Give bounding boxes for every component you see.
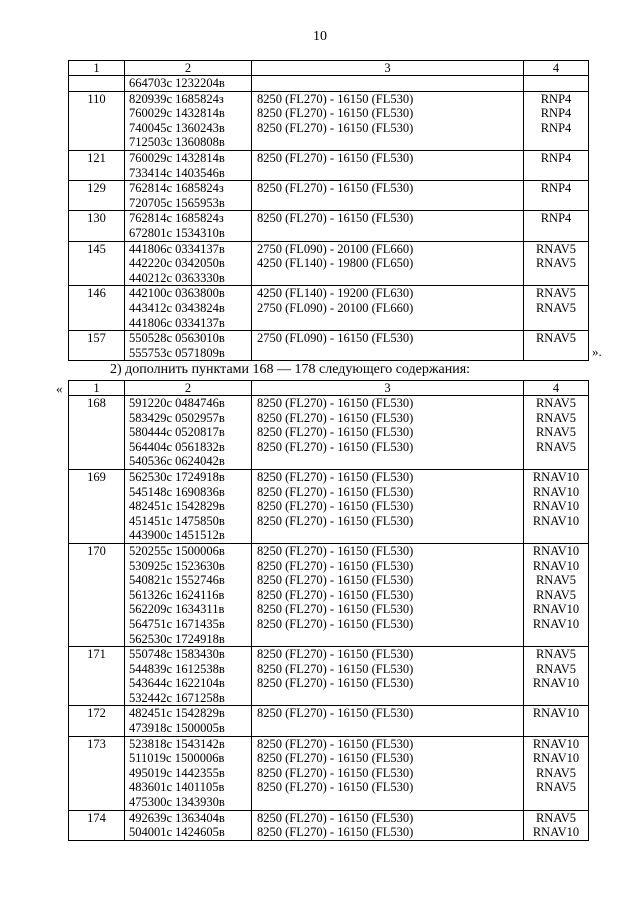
altitude-line: 8250 (FL270) - 16150 (FL530) [257,91,414,106]
coordinate-line: 544839с 1612538в [129,661,225,676]
coordinate-line: 451451с 1475850в [129,513,225,528]
coordinate-line: 441806с 0334137в [129,241,225,256]
navigation-spec [524,150,589,180]
waypoint-coordinates [125,286,252,331]
nav-spec-line: RNP4 [540,181,572,196]
coordinate-line: 495019с 1442355в [129,765,225,780]
navigation-spec [524,331,589,361]
navigation-spec [524,647,589,706]
altitude-limits [252,647,524,706]
nav-spec-line: RNAV5 [535,661,577,676]
nav-spec-line: RNAV10 [532,676,580,691]
coordinate-line: 475300с 1343930в [129,795,225,810]
routes-table-1 [68,60,589,361]
waypoint-coordinates [125,91,252,150]
item-number: 129 [69,181,125,211]
nav-spec-line: RNAV5 [535,765,577,780]
nav-spec-line: RNAV5 [535,241,577,256]
coordinate-line: 561326с 1624116в [129,587,225,602]
altitude-line: 8250 (FL270) - 16150 (FL530) [257,616,414,631]
table-header-row [69,61,589,76]
navigation-spec [524,396,589,470]
nav-spec-line: RNAV10 [532,558,580,573]
item-number [69,76,125,92]
coordinate-line: 482451с 1542829в [129,499,225,514]
column-header: 4 [524,61,589,76]
altitude-limits [252,469,524,543]
column-header: 4 [524,381,589,396]
table-row [69,736,589,810]
waypoint-coordinates [125,736,252,810]
nav-spec-line: RNAV10 [532,616,580,631]
item-number: 130 [69,211,125,241]
nav-spec-line: RNAV10 [532,484,580,499]
navigation-spec [524,76,589,92]
coordinate-line: 442220с 0342050в [129,256,225,271]
altitude-line: 8250 (FL270) - 16150 (FL530) [257,410,414,425]
altitude-limits [252,706,524,736]
navigation-spec [524,286,589,331]
altitude-limits [252,76,524,92]
waypoint-coordinates [125,150,252,180]
nav-spec-line: RNAV10 [532,706,580,721]
table-row [69,76,589,92]
coordinate-line: 555753с 0571809в [129,345,225,360]
coordinate-line: 712503с 1360808в [129,135,225,150]
altitude-line: 8250 (FL270) - 16150 (FL530) [257,150,414,165]
table-row [69,211,589,241]
navigation-spec [524,543,589,646]
altitude-line: 8250 (FL270) - 16150 (FL530) [257,425,414,440]
altitude-limits [252,211,524,241]
waypoint-coordinates [125,469,252,543]
item-number: 174 [69,810,125,840]
opening-quote: « [56,381,63,396]
navigation-spec [524,706,589,736]
altitude-limits [252,150,524,180]
altitude-line: 8250 (FL270) - 16150 (FL530) [257,543,414,558]
table-row [69,241,589,286]
nav-spec-line: RNAV5 [535,425,577,440]
altitude-limits [252,91,524,150]
column-header: 2 [125,381,252,396]
table-row [69,647,589,706]
column-header: 1 [69,61,125,76]
nav-spec-line: RNAV10 [532,751,580,766]
navigation-spec [524,810,589,840]
item-number: 172 [69,706,125,736]
coordinate-line: 473918с 1500005в [129,721,225,736]
coordinate-line: 591220с 0484746в [129,396,225,410]
coordinate-line: 564751с 1671435в [129,616,225,631]
nav-spec-line: RNAV10 [532,825,580,840]
nav-spec-line: RNAV5 [535,396,577,410]
nav-spec-line: RNAV10 [532,469,580,484]
column-header: 1 [69,381,125,396]
coordinate-line: 492639с 1363404в [129,810,225,825]
waypoint-coordinates [125,396,252,470]
page-number: 10 [313,29,327,44]
coordinate-line: 720705с 1565953в [129,195,225,210]
nav-spec-line: RNAV10 [532,736,580,751]
altitude-line: 2750 (FL090) - 20100 (FL660) [257,300,414,315]
nav-spec-line: RNAV10 [532,602,580,617]
waypoint-coordinates [125,76,252,92]
altitude-line: 8250 (FL270) - 16150 (FL530) [257,736,414,751]
altitude-limits [252,286,524,331]
coordinate-line: 562530с 1724918в [129,469,225,484]
altitude-line: 8250 (FL270) - 16150 (FL530) [257,469,414,484]
coordinate-line: 664703с 1232204в [129,76,225,90]
coordinate-line: 583429с 0502957в [129,410,225,425]
altitude-line: 8250 (FL270) - 16150 (FL530) [257,602,414,617]
coordinate-line: 543644с 1622104в [129,676,225,691]
closing-quote: ». [592,344,602,359]
coordinate-line: 443900с 1451512в [129,528,225,543]
coordinate-line: 733414с 1403546в [129,165,225,180]
table-row [69,286,589,331]
altitude-line: 8250 (FL270) - 16150 (FL530) [257,211,414,226]
coordinate-line: 550748с 1583430в [129,647,225,662]
column-header: 3 [252,61,524,76]
navigation-spec [524,211,589,241]
altitude-line: 2750 (FL090) - 16150 (FL530) [257,331,414,346]
nav-spec-line: RNAV5 [535,810,577,825]
navigation-spec [524,241,589,286]
altitude-limits [252,543,524,646]
altitude-line: 8250 (FL270) - 16150 (FL530) [257,558,414,573]
table-row [69,331,589,361]
altitude-line: 8250 (FL270) - 16150 (FL530) [257,484,414,499]
coordinate-line: 511019с 1500006в [129,751,225,766]
waypoint-coordinates [125,211,252,241]
nav-spec-line: RNP4 [540,120,572,135]
item-number: 121 [69,150,125,180]
navigation-spec [524,91,589,150]
altitude-line: 8250 (FL270) - 16150 (FL530) [257,513,414,528]
altitude-limits [252,396,524,470]
table-header-row [69,381,589,396]
nav-spec-line: RNAV5 [535,573,577,588]
coordinate-line: 760029с 1432814в [129,150,225,165]
altitude-line: 2750 (FL090) - 20100 (FL660) [257,241,414,256]
waypoint-coordinates [125,181,252,211]
coordinate-line: 440212с 0363330в [129,270,225,285]
coordinate-line: 520255с 1500006в [129,543,225,558]
altitude-line: 8250 (FL270) - 16150 (FL530) [257,825,414,840]
altitude-limits [252,241,524,286]
altitude-limits [252,736,524,810]
coordinate-line: 562530с 1724918в [129,631,225,646]
item-number: 145 [69,241,125,286]
coordinate-line: 564404с 0561832в [129,439,225,454]
coordinate-line: 540536с 0624042в [129,454,225,469]
waypoint-coordinates [125,647,252,706]
waypoint-coordinates [125,810,252,840]
coordinate-line: 545148с 1690836в [129,484,225,499]
coordinate-line: 762814с 1685824з [129,181,224,196]
nav-spec-line: RNP4 [540,91,572,106]
table-row [69,706,589,736]
item-number: 171 [69,647,125,706]
table-row [69,543,589,646]
coordinate-line: 672801с 1534310в [129,225,225,240]
altitude-line: 8250 (FL270) - 16150 (FL530) [257,780,414,795]
altitude-line: 8250 (FL270) - 16150 (FL530) [257,120,414,135]
navigation-spec [524,736,589,810]
coordinate-line: 504001с 1424605в [129,825,225,840]
coordinate-line: 550528с 0563010в [129,331,225,346]
nav-spec-line: RNAV5 [535,587,577,602]
item-number: 157 [69,331,125,361]
nav-spec-line: RNAV10 [532,543,580,558]
item-number: 169 [69,469,125,543]
altitude-line: 8250 (FL270) - 16150 (FL530) [257,647,414,662]
waypoint-coordinates [125,543,252,646]
item-number: 146 [69,286,125,331]
nav-spec-line: RNAV10 [532,513,580,528]
coordinate-line: 523818с 1543142в [129,736,225,751]
altitude-line: 8250 (FL270) - 16150 (FL530) [257,765,414,780]
altitude-line: 8250 (FL270) - 16150 (FL530) [257,751,414,766]
nav-spec-line: RNAV5 [535,300,577,315]
altitude-line: 8250 (FL270) - 16150 (FL530) [257,676,414,691]
nav-spec-line: RNAV5 [535,780,577,795]
altitude-limits [252,331,524,361]
coordinate-line: 532442с 1671258в [129,690,225,705]
item-number: 168 [69,396,125,470]
altitude-line: 4250 (FL140) - 19800 (FL650) [257,256,414,271]
column-header: 3 [252,381,524,396]
coordinate-line: 580444с 0520817в [129,425,225,440]
coordinate-line: 562209с 1634311в [129,602,225,617]
nav-spec-line: RNAV5 [535,439,577,454]
navigation-spec [524,181,589,211]
column-header: 2 [125,61,252,76]
coordinate-line: 530925с 1523630в [129,558,225,573]
altitude-limits [252,810,524,840]
navigation-spec [524,469,589,543]
coordinate-line: 740045с 1360243в [129,120,225,135]
altitude-limits [252,181,524,211]
coordinate-line: 483601с 1401105в [129,780,225,795]
altitude-line: 8250 (FL270) - 16150 (FL530) [257,439,414,454]
coordinate-line: 540821с 1552746в [129,573,225,588]
altitude-line: 8250 (FL270) - 16150 (FL530) [257,181,414,196]
nav-spec-line: RNAV5 [535,410,577,425]
item-number: 170 [69,543,125,646]
nav-spec-line: RNAV5 [535,286,577,301]
table-row [69,810,589,840]
coordinate-line: 762814с 1685824з [129,211,224,226]
altitude-line: 8250 (FL270) - 16150 (FL530) [257,396,414,410]
nav-spec-line: RNP4 [540,106,572,121]
coordinate-line: 443412с 0343824в [129,300,225,315]
item-number: 173 [69,736,125,810]
table-row [69,396,589,470]
altitude-line: 8250 (FL270) - 16150 (FL530) [257,810,414,825]
coordinate-line: 441806с 0334137в [129,315,225,330]
altitude-line: 8250 (FL270) - 16150 (FL530) [257,106,414,121]
waypoint-coordinates [125,706,252,736]
waypoint-coordinates [125,331,252,361]
table-row [69,150,589,180]
nav-spec-line: RNP4 [540,211,572,226]
coordinate-line: 442100с 0363800в [129,286,225,301]
item-number: 110 [69,91,125,150]
nav-spec-line: RNP4 [540,150,572,165]
amendment-instruction: 2) дополнить пунктами 168 — 178 следующего содержания: [110,362,471,377]
table-row [69,181,589,211]
waypoint-coordinates [125,241,252,286]
table-row [69,91,589,150]
nav-spec-line: RNAV5 [535,647,577,662]
altitude-line: 8250 (FL270) - 16150 (FL530) [257,661,414,676]
routes-table-2 [68,380,589,841]
altitude-line: 4250 (FL140) - 19200 (FL630) [257,286,414,301]
altitude-line: 8250 (FL270) - 16150 (FL530) [257,587,414,602]
nav-spec-line: RNAV5 [535,256,577,271]
coordinate-line: 760029с 1432814в [129,106,225,121]
altitude-line: 8250 (FL270) - 16150 (FL530) [257,706,414,721]
nav-spec-line: RNAV10 [532,499,580,514]
nav-spec-line: RNAV5 [535,331,577,346]
altitude-line: 8250 (FL270) - 16150 (FL530) [257,499,414,514]
coordinate-line: 482451с 1542829в [129,706,225,721]
altitude-line: 8250 (FL270) - 16150 (FL530) [257,573,414,588]
table-row [69,469,589,543]
coordinate-line: 820939с 1685824з [129,91,224,106]
